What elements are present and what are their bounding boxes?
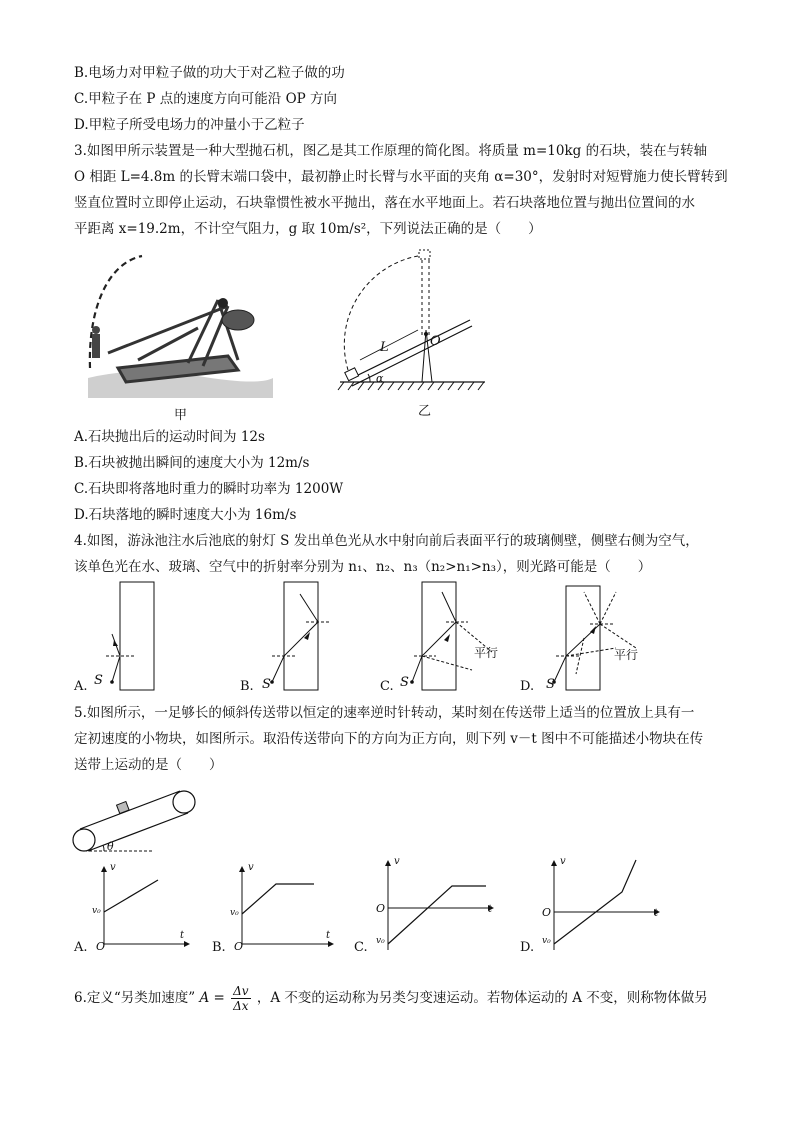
graph-b-origin: O (234, 940, 244, 953)
graph-b-v-label: v (248, 862, 254, 873)
q6-suffix: ，A 不变的运动称为另类匀变速运动。若物体运动的 A 不变，则称物体做另 (256, 990, 708, 1006)
q4-option-a-label: A. (74, 679, 88, 694)
operator-figure (92, 326, 100, 358)
q2-option-c: C.甲粒子在 P 点的速度方向可能沿 OP 方向 (74, 91, 338, 107)
q5-vt-graph-c (374, 856, 504, 956)
q6-fraction-numerator: Δv (233, 984, 249, 998)
q3-stem-line-3: 竖直位置时立即停止运动，石块靠惯性被水平抛出，落在水平地面上。若石块落地位置与抛出位置间的水 (74, 195, 695, 211)
q3-option-a: A.石块抛出后的运动时间为 12s (74, 429, 265, 445)
graph-a-origin: O (96, 940, 106, 953)
q5-stem-line-1: 5.如图所示，一足够长的倾斜传送带以恒定的速率逆时针转动，某时刻在传送带上适当的位置放上具有一 (74, 705, 695, 721)
graph-d-v0: v₀ (542, 936, 551, 946)
graph-c-origin: O (376, 902, 386, 915)
q6-fraction (231, 984, 250, 1013)
catapult-schematic (330, 248, 490, 398)
graph-a-t-label: t (180, 930, 185, 941)
label-L: L (380, 340, 389, 355)
graph-c-t-label: t (488, 904, 493, 915)
q3-option-d: D.石块落地的瞬时速度大小为 16m/s (74, 507, 297, 523)
q3-option-c: C.石块即将落地时重力的瞬时功率为 1200W (74, 481, 344, 497)
q4-light-s-a: S (94, 673, 103, 688)
graph-c-v-label: v (394, 856, 400, 867)
graph-d-origin: O (542, 906, 552, 919)
q5-vt-graph-d (540, 856, 670, 956)
small-block (117, 802, 130, 814)
axle (218, 298, 228, 308)
q4-light-s-b: S (262, 677, 271, 692)
q4-light-s-d: S (546, 677, 555, 692)
graph-b-t-label: t (326, 930, 331, 941)
q4-stem-line-1: 4.如图，游泳池注水后池底的射灯 S 发出单色光从水中射向前后表面平行的玻璃侧壁，侧壁右侧为空气， (74, 533, 699, 549)
q6-prefix: 6.定义“另类加速度” (74, 990, 196, 1006)
q3-stem-line-2: O 相距 L=4.8m 的长臂末端口袋中，最初静止时长臂与水平面的夹角 α=30°，发射时对短臂施力使长臂转到 (74, 169, 728, 185)
q5-stem-line-3: 送带上运动的是（ ） (74, 757, 223, 773)
figure-yi-label: 乙 (418, 404, 432, 419)
conveyor-belt-figure (70, 788, 210, 858)
q4-option-d-label: D. (520, 679, 535, 694)
q4-option-c-label: C. (380, 679, 394, 694)
q5-option-c-label: C. (354, 940, 368, 955)
graph-d-t-label: t (654, 908, 659, 919)
q4-stem-line-2: 该单色光在水、玻璃、空气中的折射率分别为 n₁、n₂、n₃（n₂>n₁>n₃），则光路可能是（ ） (74, 559, 652, 575)
catapult-frame (108, 300, 238, 382)
graph-d-v-label: v (560, 856, 566, 867)
q3-stem-line-1: 3.如图甲所示装置是一种大型抛石机，图乙是其工作原理的简化图。将质量 m=10kg 的石块，装在与转轴 (74, 143, 708, 159)
graph-c-v0: v₀ (376, 936, 385, 946)
stone-box (345, 368, 359, 381)
q6-stem-line-1 (74, 978, 708, 1018)
q5-vt-graph-b (228, 862, 338, 952)
q2-option-b: B.电场力对甲粒子做的功大于对乙粒子做的功 (74, 65, 345, 81)
q5-stem-line-2: 定初速度的小物块，如图所示。取沿传送带向下的方向为正方向，则下列 v－t 图中不可能描述小物块在传 (74, 731, 704, 747)
catapult-illustration (78, 248, 278, 408)
q5-option-b-label: B. (212, 940, 226, 955)
q5-option-a-label: A. (74, 940, 88, 955)
q3-stem-line-4: 平距离 x=19.2m，不计空气阻力，g 取 10m/s²，下列说法正确的是（ ） (74, 221, 542, 237)
q4-parallel-label-d: 平行 (614, 648, 639, 662)
graph-b-v0: v₀ (230, 908, 239, 918)
graph-a-v0: v₀ (92, 906, 101, 916)
q3-option-b: B.石块被抛出瞬间的速度大小为 12m/s (74, 455, 310, 471)
q6-a-equals: A = (199, 990, 225, 1006)
figure-jia-label: 甲 (174, 408, 188, 423)
q5-option-d-label: D. (520, 940, 535, 955)
q4-parallel-label-c: 平行 (474, 646, 499, 660)
graph-a-v-label: v (110, 862, 116, 873)
basket (222, 310, 254, 330)
q5-vt-graph-a (90, 862, 190, 952)
ground-hatching (338, 382, 484, 390)
q4-figure-c (392, 578, 512, 694)
q4-option-b-label: B. (240, 679, 254, 694)
q6-fraction-denominator: Δx (233, 999, 249, 1013)
label-theta: θ (107, 840, 114, 853)
q2-option-d: D.甲粒子所受电场力的冲量小于乙粒子 (74, 117, 305, 133)
label-O: O (430, 334, 441, 349)
label-alpha: α (376, 372, 384, 385)
q4-light-s-c: S (400, 675, 409, 690)
